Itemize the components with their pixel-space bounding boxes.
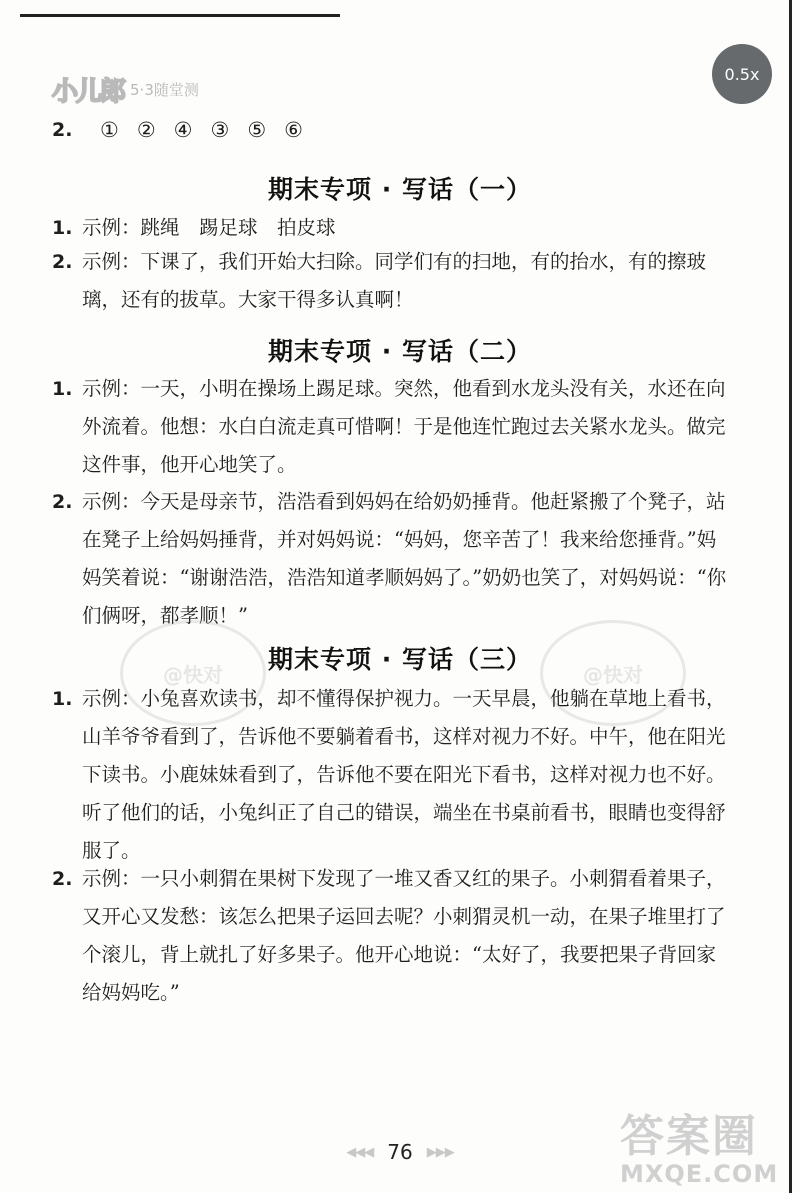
- item-text: 示例：今天是母亲节，浩浩看到妈妈在给奶奶捶背。他赶紧搬了个凳子，站在凳子上给妈妈捶背，并对妈妈说：“妈妈，您辛苦了！我来给您捶背。”妈妈笑着说：“谢谢浩浩，浩浩知道孝顺妈妈了。”奶奶也笑了，对妈妈说：“你们俩呀，都孝顺！”: [82, 490, 727, 627]
- top-rule: [20, 14, 340, 17]
- order-mark: ③: [210, 118, 230, 142]
- item-text: 示例：一天，小明在操场上踢足球。突然，他看到水龙头没有关，水还在向外流着。他想：水白白流走真可惜啊！于是他连忙跑过去关紧水龙头。做完这件事，他开心地笑了。: [82, 377, 726, 476]
- watermark-logo-text: 答案圈: [620, 1111, 758, 1162]
- watermark-stamp: @快对: [540, 620, 686, 726]
- brand-logo: 小儿郎: [52, 76, 125, 107]
- series-name: 5·3随堂测: [130, 80, 199, 99]
- item-number: 2.: [52, 868, 73, 890]
- item-number: 1.: [52, 378, 73, 400]
- section-title: 期末专项 · 写话（三）: [268, 645, 532, 674]
- item-text: 示例：一只小刺猬在果树下发现了一堆又香又红的果子。小刺猬看着果子，又开心又发愁：该怎么把果子运回去呢？小刺猬灵机一动，在果子堆里打了个滚儿，背上就扎了好多果子。他开心地说：“太好了，我要把果子背回家给妈妈吃。”: [82, 867, 726, 1004]
- corner-watermark: [620, 1100, 790, 1190]
- order-mark: ①: [100, 118, 119, 142]
- answer-item: [52, 860, 732, 1012]
- item-number: 2.: [52, 251, 73, 273]
- book-header: [52, 72, 199, 106]
- zoom-level-button[interactable]: 0.5x: [712, 44, 772, 104]
- item-text: 示例：下课了，我们开始大扫除。同学们有的扫地，有的抬水，有的擦玻璃，还有的拔草。大家干得多认真啊！: [82, 250, 707, 311]
- answer-item: [52, 680, 732, 870]
- order-mark: ④: [173, 118, 193, 142]
- watermark-stamp: @快对: [120, 620, 266, 726]
- answer-order-line: [52, 118, 303, 142]
- section-title: 期末专项 · 写话（一）: [268, 175, 532, 204]
- answer-item: [52, 209, 732, 247]
- answer-item: [52, 370, 732, 484]
- order-mark: ⑤: [247, 118, 267, 142]
- section-title: 期末专项 · 写话（二）: [268, 337, 532, 366]
- item-text: 示例：跳绳 踢足球 拍皮球: [82, 216, 336, 239]
- page-number: 76: [387, 1140, 413, 1164]
- item-number: 1.: [52, 217, 73, 239]
- order-mark: ②: [136, 118, 156, 142]
- item-text: 示例：小兔喜欢读书，却不懂得保护视力。一天早晨，他躺在草地上看书，山羊爷爷看到了，告诉他不要躺着看书，这样对视力不好。中午，他在阳光下读书。小鹿妹妹看到了，告诉他不要在阳光下看书，这样对视力也不好。听了他们的话，小兔纠正了自己的错误，端坐在书桌前看书，眼睛也变得舒服了。: [82, 687, 726, 862]
- answer-item: [52, 483, 732, 635]
- item-number: 2.: [52, 491, 73, 513]
- watermark-url: MXQE.COM: [620, 1160, 779, 1188]
- order-mark: ⑥: [284, 118, 303, 142]
- item-number: 1.: [52, 688, 73, 710]
- next-arrows-icon: ▶▶▶: [426, 1144, 454, 1160]
- question-number: 2.: [52, 119, 73, 141]
- answer-item: [52, 243, 732, 319]
- prev-arrows-icon: ◀◀◀: [346, 1144, 374, 1160]
